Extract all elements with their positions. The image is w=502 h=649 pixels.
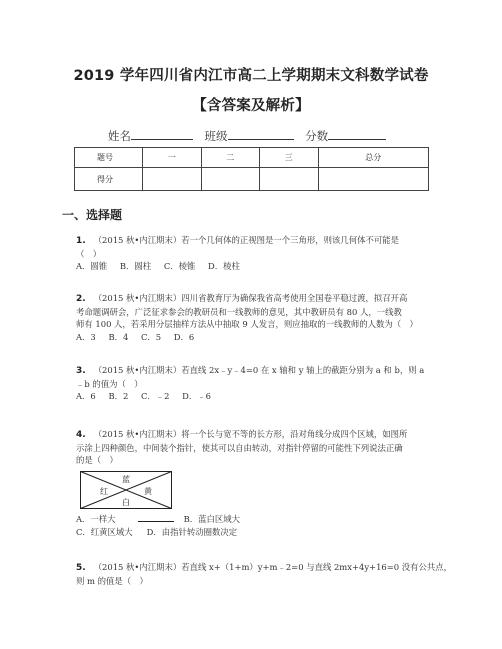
region-label-bottom: 白 — [122, 498, 130, 507]
question-text: ﹣b 的值为（ ） — [76, 378, 143, 389]
name-label: 姓名 — [107, 129, 131, 143]
document-title: 2019 学年四川省内江市高二上学期期末文科数学试卷 — [73, 68, 429, 84]
score-blank — [328, 129, 386, 140]
question-text: 考命题调研会，广泛征求参会的教研员和一线教师的意见，其中教研员有 80 人，一线教 — [76, 306, 402, 317]
class-blank — [228, 129, 294, 140]
question-3 — [76, 364, 424, 403]
row-label: 得分 — [75, 168, 143, 191]
region-label-right: 黄 — [144, 487, 152, 496]
header-cell: 三 — [260, 148, 319, 168]
score-cell — [143, 168, 202, 191]
option: B．圆柱 — [119, 261, 152, 271]
option: D．由指针转动圈数决定 — [146, 526, 238, 537]
question-number: 1. — [76, 236, 86, 246]
score-table-header — [75, 148, 429, 168]
region-label-left: 红 — [100, 487, 108, 496]
question-text: （2015 秋•内江期末）若直线 2x﹣y﹣4=0 在 x 轴和 y 轴上的截距分别为 a 和 b，则 a — [93, 365, 425, 375]
class-label: 班级 — [204, 129, 228, 143]
document-subtitle: 【含答案及解析】 — [192, 98, 310, 114]
options — [76, 331, 418, 344]
option: D．棱柱 — [208, 261, 240, 271]
options — [76, 260, 399, 273]
header-cell: 一 — [143, 148, 202, 168]
question-4-options — [76, 513, 250, 538]
question-number: 2. — [76, 294, 86, 304]
option: A．3 — [76, 331, 96, 342]
option: B．2 — [108, 391, 129, 401]
question-text: 的是（ ） — [76, 455, 118, 465]
question-number: 4. — [76, 430, 86, 440]
option: C．红黄区域大 — [76, 526, 133, 537]
option: C．5 — [140, 331, 162, 342]
question-5 — [76, 561, 452, 587]
score-cell — [318, 168, 429, 191]
option: A．6 — [76, 391, 96, 401]
question-2 — [76, 292, 418, 343]
question-text: 示涂上四种颜色，中间装个指针，使其可以自由转动，对指针停留的可能性下列说法正确 — [76, 442, 403, 453]
option: D．﹣6 — [182, 391, 211, 401]
header-cell: 题号 — [75, 148, 143, 168]
section-heading: 一、选择题 — [62, 208, 123, 222]
option: C．棱锥 — [163, 261, 196, 271]
option: B．4 — [108, 331, 129, 342]
blank-line — [138, 513, 174, 522]
score-table-row — [75, 168, 429, 191]
option: A．圆锥 — [76, 261, 108, 271]
region-label-top: 蓝 — [122, 475, 130, 484]
options — [76, 390, 424, 403]
question-text: （2015 秋•内江期末）若一个几何体的正视图是一个三角形，则该几何体不可能是 — [93, 235, 399, 245]
score-table — [74, 147, 429, 191]
question-text: （2015 秋•内江期末）若直线 x+（1+m）y+m﹣2=0 与直线 2mx+4y+16=0 没有公共点， — [93, 562, 452, 572]
question-text: 则 m 的值是（ ） — [76, 575, 148, 586]
option: B．蓝白区域大 — [183, 514, 240, 524]
header-cell: 总分 — [318, 148, 429, 168]
score-label: 分数 — [305, 129, 329, 143]
rectangle-figure — [80, 471, 172, 509]
option: A．一样大 — [76, 514, 116, 524]
score-cell — [260, 168, 319, 191]
header-cell: 二 — [201, 148, 260, 168]
question-text: （ ） — [76, 248, 102, 259]
question-1 — [76, 234, 399, 273]
question-text: （2015 秋•内江期末）将一个长与宽不等的长方形，沿对角线分成四个区域，如图所 — [93, 429, 408, 439]
option: D．6 — [173, 331, 195, 342]
option: C．﹣2 — [140, 391, 170, 401]
score-cell — [201, 168, 260, 191]
question-number: 3. — [76, 366, 86, 376]
question-number: 5. — [76, 563, 86, 573]
question-text: （2015 秋•内江期末）四川省教育厅为确保我省高考使用全国卷平稳过渡，拟召开高 — [93, 293, 408, 303]
name-blank — [131, 129, 193, 140]
question-text: 师有 100 人，若采用分层抽样方法从中抽取 9 人发言，则应抽取的一线教师的人数为（ ） — [76, 319, 418, 329]
student-info-fields — [0, 128, 502, 144]
question-4 — [76, 428, 407, 467]
